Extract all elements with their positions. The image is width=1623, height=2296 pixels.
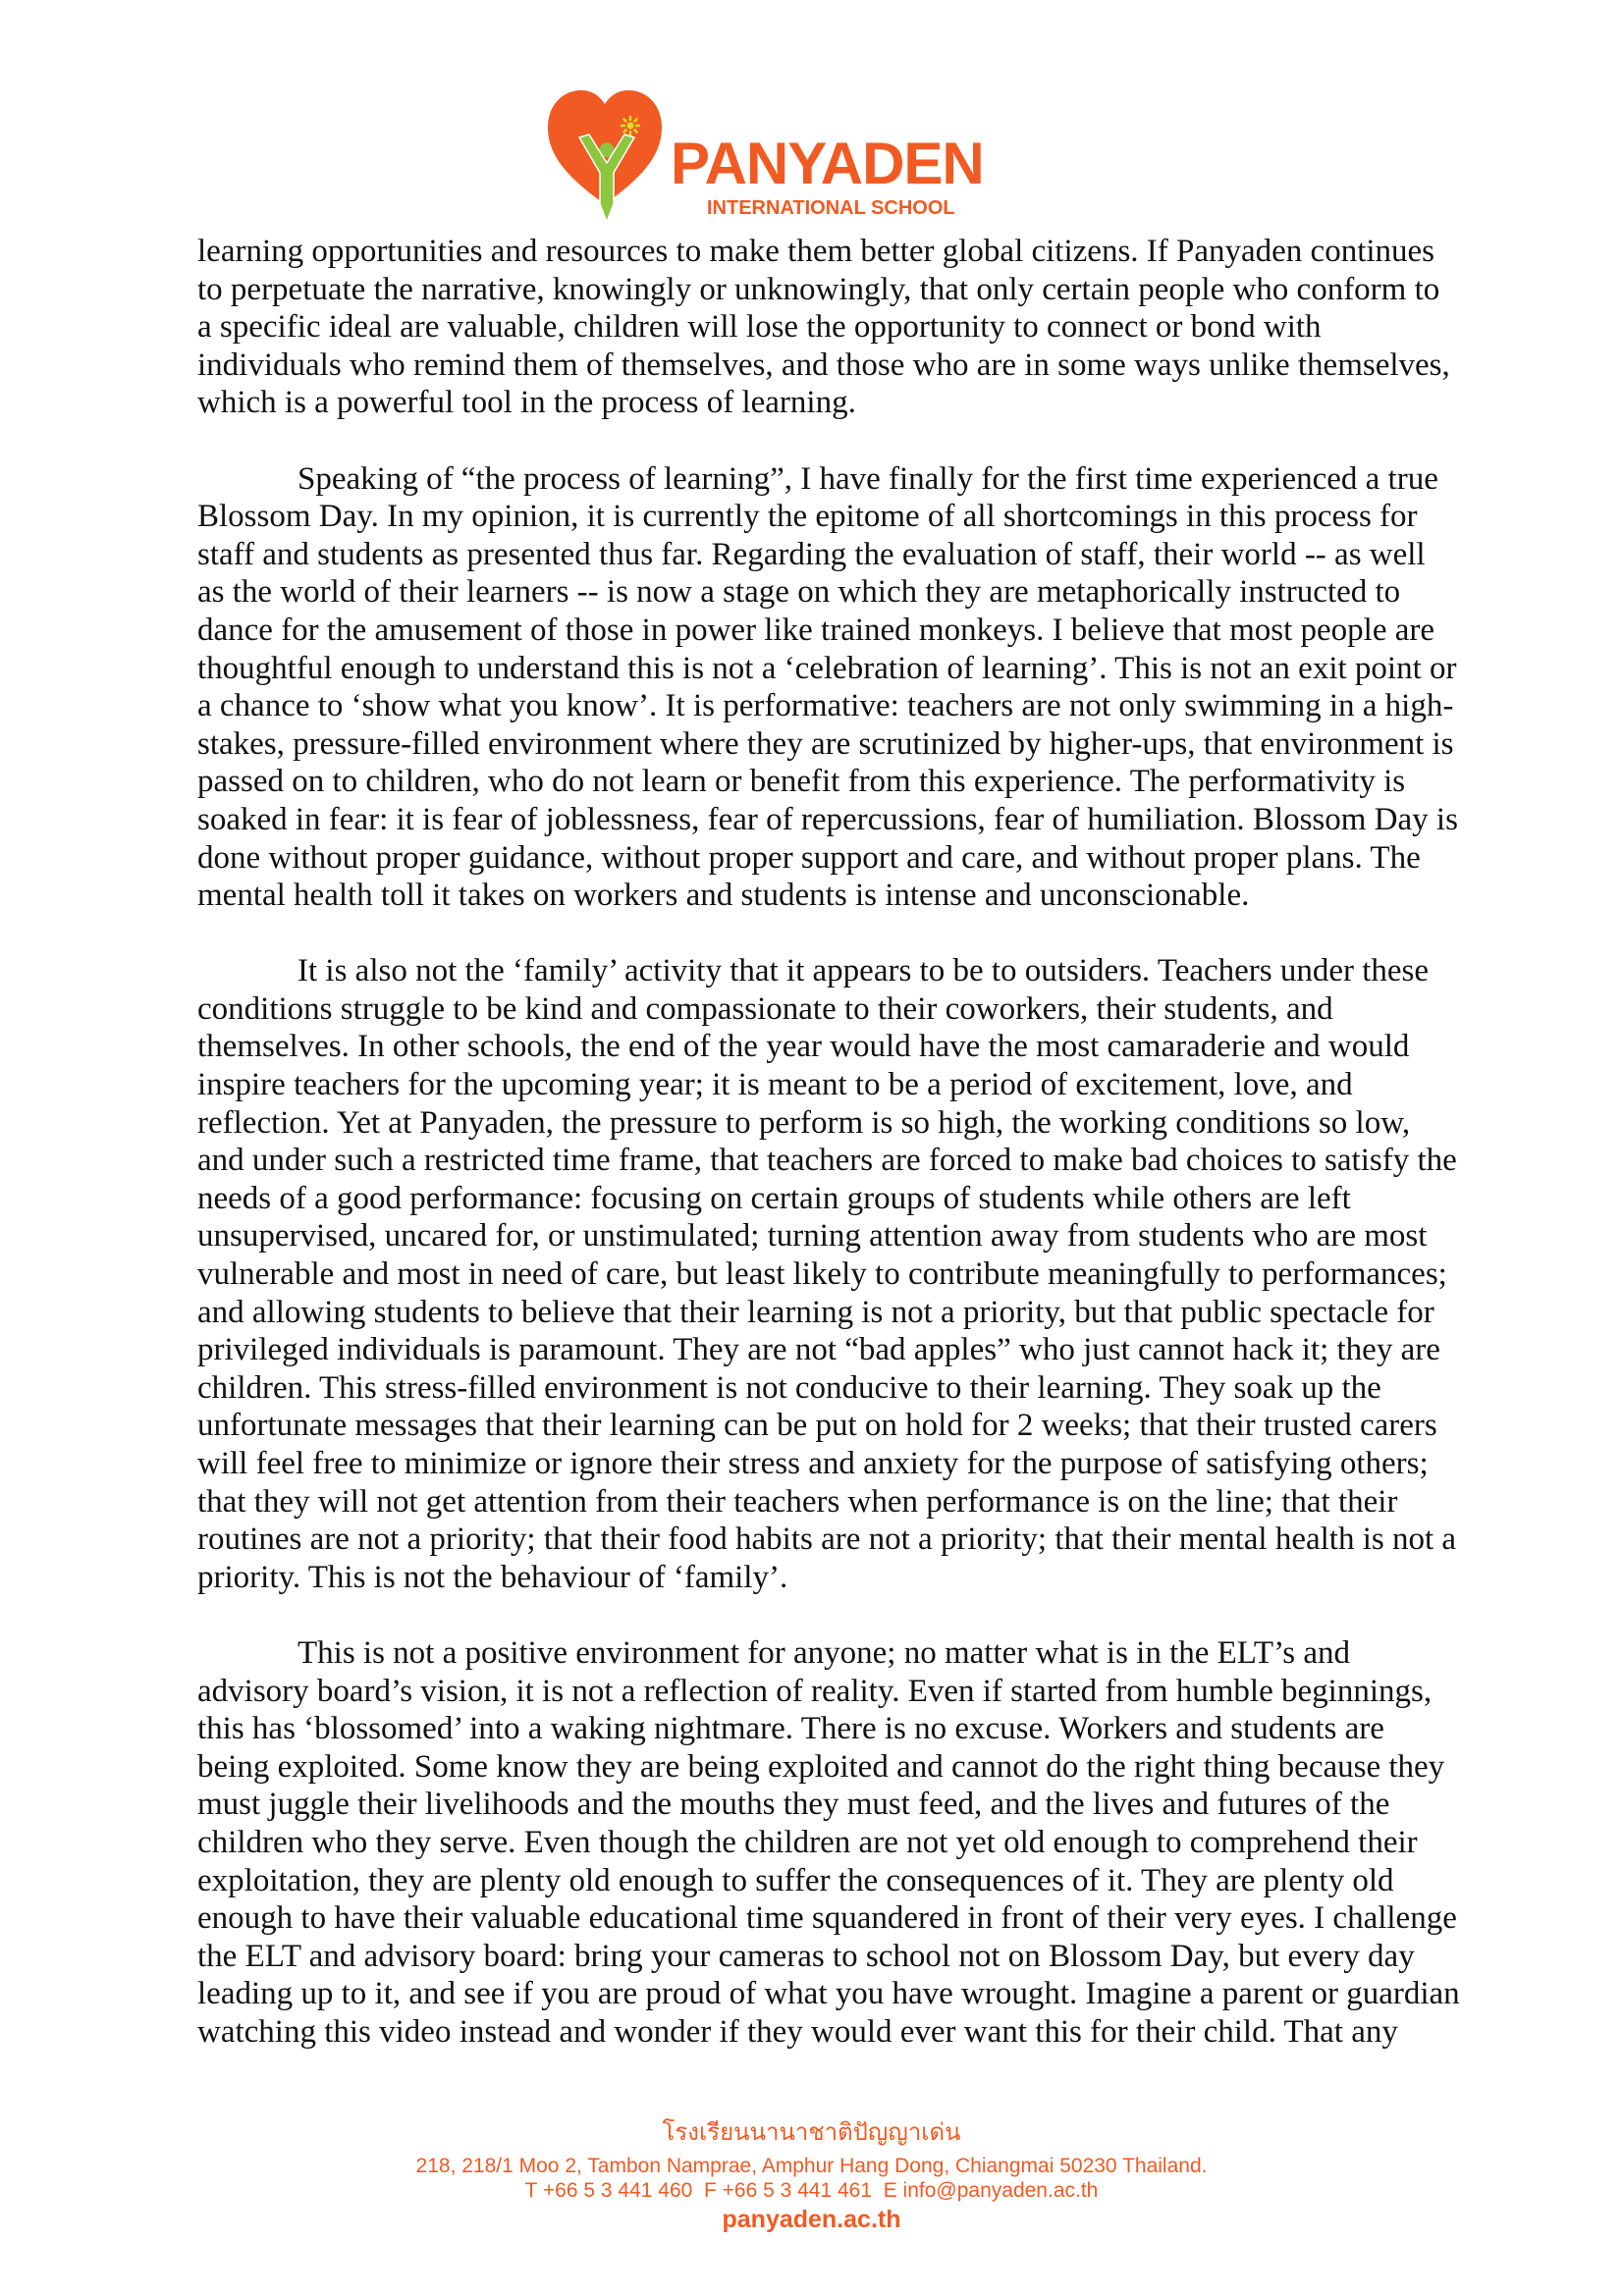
paragraph (197, 1634, 1481, 2052)
text-line: children. This stress-filled environment is not conducive to their learning. They soak up the (197, 1369, 1381, 1406)
text-line: inspire teachers for the upcoming year; it is meant to be a period of excitement, love, and (197, 1067, 1353, 1103)
text-line: exploitation, they are plenty old enough to suffer the consequences of it. They are plenty old (197, 1862, 1394, 1898)
text-line: this has ‘blossomed’ into a waking nightmare. There is no excuse. Workers and students are (197, 1711, 1384, 1747)
text-line: a chance to ‘show what you know’. It is performative: teachers are not only swimming in a high- (197, 688, 1454, 724)
text-line: Blossom Day. In my opinion, it is currently the epitome of all shortcomings in this process for (197, 499, 1418, 535)
text-line: conditions struggle to be kind and compassionate to their coworkers, their students, and (197, 990, 1333, 1027)
text-line: being exploited. Some know they are being exploited and cannot do the right thing because they (197, 1748, 1445, 1785)
text-line: privileged individuals is paramount. They are not “bad apples” who just cannot hack it; they are (197, 1332, 1440, 1368)
paragraph (197, 460, 1481, 915)
text-line: soaked in fear: it is fear of joblessness, fear of repercussions, fear of humiliation. Blossom Day is (197, 801, 1458, 837)
text-line: watching this video instead and wonder if they would ever want this for their child. That any (197, 2013, 1398, 2050)
paragraph (197, 233, 1481, 422)
letter-body (197, 233, 1481, 2089)
text-line: as the world of their learners -- is now a stage on which they are metaphorically instructed to (197, 574, 1401, 611)
text-line: individuals who remind them of themselves, and those who are in some ways unlike themselves, (197, 347, 1450, 383)
text-line: which is a powerful tool in the process of learning. (197, 385, 856, 421)
sunburst-icon (622, 117, 639, 134)
text-line: vulnerable and most in need of care, but least likely to contribute meaningfully to performances; (197, 1256, 1447, 1293)
text-line: themselves. In other schools, the end of the year would have the most camaraderie and would (197, 1029, 1410, 1065)
text-line: unfortunate messages that their learning can be put on hold for 2 weeks; that their trusted carers (197, 1408, 1437, 1444)
footer-school-name-thai: โรงเรียนนานาชาติปัญญาเด่น (662, 2119, 961, 2146)
footer-contact: T +66 5 3 441 460 F +66 5 3 441 461 E info@panyaden.ac.th (524, 2179, 1099, 2202)
school-logo (546, 86, 664, 224)
text-line: Speaking of “the process of learning”, I have finally for the first time experienced a true (298, 460, 1438, 497)
text-line: learning opportunities and resources to make them better global citizens. If Panyaden continues (197, 234, 1435, 269)
text-line: priority. This is not the behaviour of ‘family’. (197, 1559, 788, 1595)
text-line: advisory board’s vision, it is not a reflection of reality. Even if started from humble beginnings, (197, 1673, 1433, 1709)
text-line: children who they serve. Even though the children are not yet old enough to comprehend their (197, 1824, 1418, 1860)
text-line: needs of a good performance: focusing on certain groups of students while others are left (197, 1180, 1351, 1216)
text-line: mental health toll it takes on workers and students is intense and unconscionable. (197, 878, 1250, 914)
text-line: done without proper guidance, without proper support and care, and without proper plans. The (197, 839, 1421, 876)
text-line: staff and students as presented thus far. Regarding the evaluation of staff, their world -- as well (197, 536, 1426, 572)
footer-address: 218, 218/1 Moo 2, Tambon Namprae, Amphur Hang Dong, Chiangmai 50230 Thailand. (415, 2155, 1208, 2177)
footer-website: panyaden.ac.th (722, 2206, 901, 2233)
text-line: that they will not get attention from their teachers when performance is on the line; that their (197, 1483, 1398, 1520)
logo-wordmark: PANYADEN (671, 131, 984, 196)
text-line: It is also not the ‘family’ activity that it appears to be to outsiders. Teachers under these (298, 953, 1430, 989)
text-line: stakes, pressure-filled environment where they are scrutinized by higher-ups, that environment is (197, 725, 1454, 762)
text-line: to perpetuate the narrative, knowingly or unknowingly, that only certain people who conform to (197, 271, 1440, 307)
text-line: must juggle their livelihoods and the mouths they must feed, and the lives and futures of the (197, 1787, 1390, 1823)
text-line: and allowing students to believe that their learning is not a priority, but that public spectacle for (197, 1294, 1434, 1330)
text-line: dance for the amusement of those in power like trained monkeys. I believe that most people are (197, 612, 1434, 648)
paragraph (197, 952, 1481, 1596)
text-line: passed on to children, who do not learn or benefit from this experience. The performativity is (197, 764, 1406, 800)
text-line: leading up to it, and see if you are proud of what you have wrought. Imagine a parent or guardian (197, 1976, 1460, 2012)
text-line: the ELT and advisory board: bring your cameras to school not on Blossom Day, but every day (197, 1938, 1415, 1974)
text-line: routines are not a priority; that their food habits are not a priority; that their mental health is not a (197, 1522, 1457, 1558)
text-line: This is not a positive environment for anyone; no matter what is in the ELT’s and (298, 1634, 1351, 1671)
text-line: unsupervised, uncared for, or unstimulated; turning attention away from students who are most (197, 1218, 1428, 1255)
text-line: a specific ideal are valuable, children will lose the opportunity to connect or bond with (197, 309, 1322, 346)
logo-subtitle: INTERNATIONAL SCHOOL (707, 197, 955, 219)
text-line: enough to have their valuable educational time squandered in front of their very eyes. I challenge (197, 1900, 1457, 1937)
text-line: thoughtful enough to understand this is not a ‘celebration of learning’. This is not an exit point or (197, 650, 1457, 686)
text-line: reflection. Yet at Panyaden, the pressure to perform is so high, the working conditions so low, (197, 1104, 1411, 1141)
text-line: and under such a restricted time frame, that teachers are forced to make bad choices to satisfy the (197, 1143, 1457, 1179)
text-line: will feel free to minimize or ignore their stress and anxiety for the purpose of satisfying others; (197, 1446, 1429, 1481)
